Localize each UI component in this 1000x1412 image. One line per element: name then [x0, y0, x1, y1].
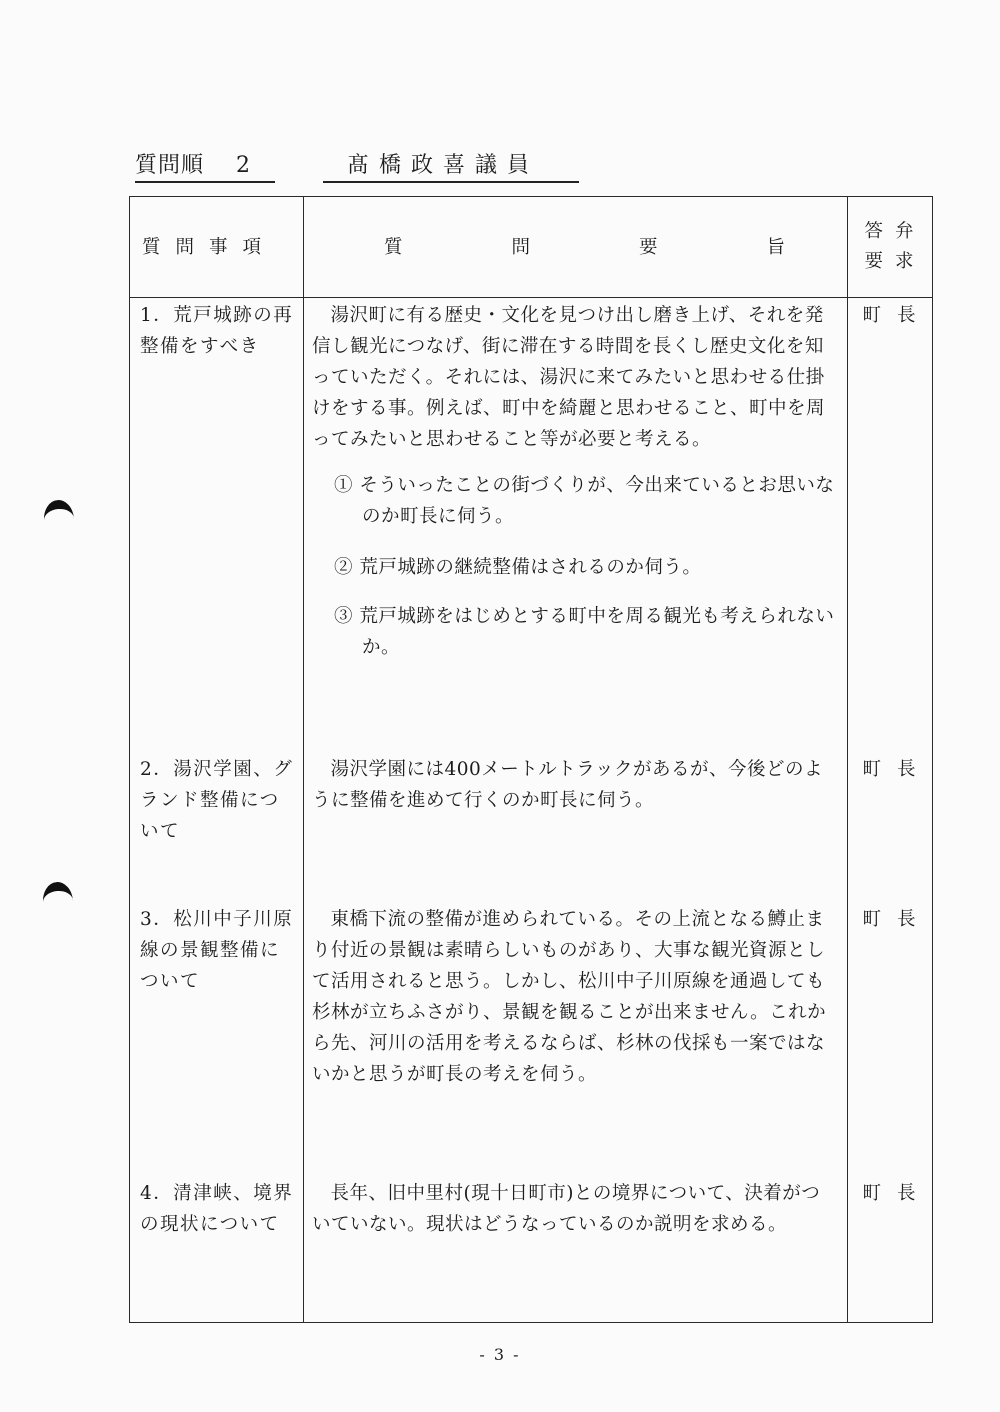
header-question-char: 質 — [384, 236, 403, 258]
header-answer-line2: 要求 — [864, 251, 926, 272]
page-number: - 3 - — [479, 1345, 521, 1364]
binder-hole-mark-top — [43, 499, 76, 540]
topic-2: 2．湯沢学園、グランド整備について — [140, 759, 294, 842]
header-topic: 質問事項 — [130, 197, 304, 298]
sub-question-1: ① そういったことの街づくりが、今出来ているとお思いなのか町長に伺う。 — [334, 475, 835, 527]
question-2: 湯沢学園には400メートルトラックがあるが、今後どのように整備を進めて行くのか町長に伺う。 — [312, 759, 823, 811]
question-1: 湯沢町に有る歴史・文化を見つけ出し磨き上げ、それを発信し観光につなげ、街に滞在する時間を長くし歴史文化を知っていただく。それには、湯沢に来てみたいと思わせる仕掛けをする事。例えば、町中を綺麗と思わせること、町中を周ってみたいと思わせること等が必要と考える。 — [312, 305, 826, 450]
answer-cell — [848, 298, 933, 1323]
question-order-number: 2 — [236, 153, 252, 178]
question-order — [135, 148, 275, 183]
binder-hole-mark-bottom — [42, 881, 75, 922]
questioner-name: 髙橋政喜議員 — [323, 148, 579, 183]
header-answer-request — [848, 197, 933, 298]
topic-cell — [130, 298, 304, 1323]
answer-2: 町長 — [862, 759, 932, 780]
answer-1: 町長 — [862, 305, 932, 326]
table-body-row — [130, 298, 933, 1323]
topic-4: 4．清津峡、境界の現状について — [140, 1183, 294, 1235]
answer-3: 町長 — [862, 909, 932, 930]
question-table — [129, 196, 933, 1323]
header-question-char: 旨 — [766, 236, 785, 258]
sub-question-3: ③ 荒戸城跡をはじめとする町中を周る観光も考えられないか。 — [334, 606, 835, 658]
header-question — [304, 197, 848, 298]
answer-4: 町長 — [862, 1183, 932, 1204]
question-order-label: 質問順 — [135, 153, 205, 178]
table-header-row — [130, 197, 933, 298]
header-question-char: 問 — [511, 236, 530, 258]
topic-3: 3．松川中子川原線の景観整備について — [140, 909, 294, 992]
sub-question-2: ② 荒戸城跡の継続整備はされるのか伺う。 — [334, 557, 702, 578]
question-4: 長年、旧中里村(現十日町市)との境界について、決着がついていない。現状はどうなっているのか説明を求める。 — [312, 1183, 821, 1235]
question-cell — [304, 298, 848, 1323]
topic-1: 1．荒戸城跡の再整備をすべき — [140, 305, 294, 357]
header-answer-line1: 答弁 — [864, 221, 926, 242]
header-question-char: 要 — [638, 236, 658, 258]
question-3: 東橋下流の整備が進められている。その上流となる鱒止まり付近の景観は素晴らしいものがあり、大事な観光資源として活用されると思う。しかし、松川中子川原線を通過しても杉林が立ちふさがり、景観を観ることが出来ません。これから先、河川の活用を考えるならば、杉林の伐採も一案ではないかと思うが町長の考えを伺う。 — [312, 909, 827, 1085]
